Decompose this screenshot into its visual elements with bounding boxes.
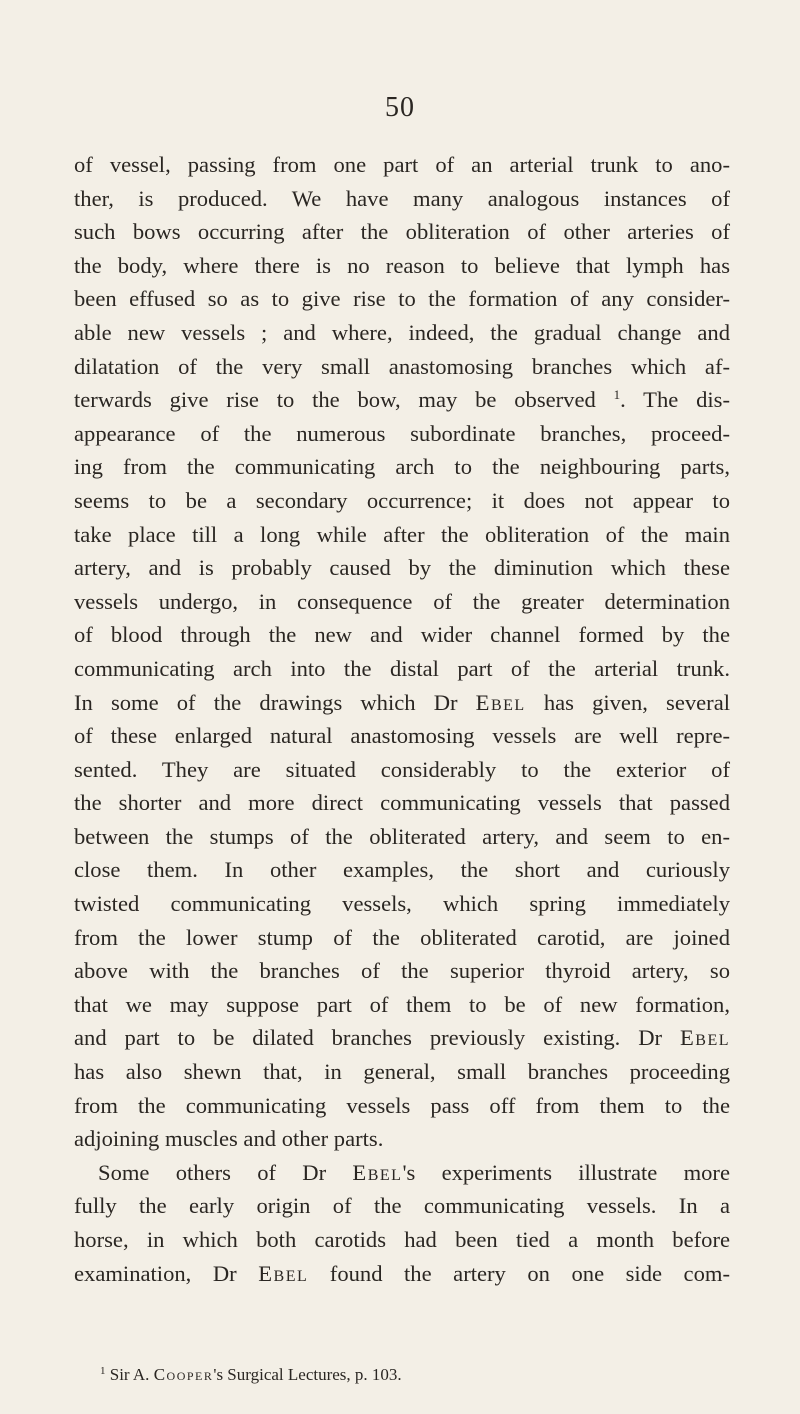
text-line xyxy=(74,1156,730,1190)
footnote-reference: 1 xyxy=(613,387,621,403)
text-line: from the communicating vessels pass off from them to the xyxy=(74,1092,730,1118)
text-line: twisted communicating vessels, which spring immediately xyxy=(74,891,730,917)
author-name: Ebel xyxy=(475,689,526,715)
text-segment: Some others of Dr xyxy=(98,1159,327,1185)
text-line: fully the early origin of the communicating vessels. In a xyxy=(74,1193,730,1219)
text-line: from the lower stump of the obliterated carotid, are joined xyxy=(74,924,730,950)
text-segment: found the artery on one side com- xyxy=(329,1260,730,1286)
text-segment: In some of the drawings which Dr xyxy=(74,689,458,715)
text-line: of vessel, passing from one part of an arterial trunk to ano- xyxy=(74,152,730,177)
text-line: the body, where there is no reason to believe that lymph has xyxy=(74,252,730,278)
text-line: of these enlarged natural anastomosing vessels are well repre- xyxy=(74,723,730,749)
text-segment: and part to be dilated branches previously existing. Dr xyxy=(74,1025,663,1051)
footnote-text: 's Surgical Lectures, p. 103. xyxy=(213,1365,402,1384)
text-line: ther, is produced. We have many analogous instances of xyxy=(74,185,730,211)
text-line: such bows occurring after the obliteration of other arteries of xyxy=(74,219,730,245)
text-line: ing from the communicating arch to the neighbouring parts, xyxy=(74,454,730,480)
text-segment: terwards give rise to the bow, may be observed xyxy=(74,387,596,413)
text-line xyxy=(74,686,730,720)
text-line xyxy=(74,1257,730,1291)
text-line: between the stumps of the obliterated artery, and seem to en- xyxy=(74,823,730,849)
text-line xyxy=(74,383,730,417)
text-line: been effused so as to give rise to the formation of any consider- xyxy=(74,286,730,312)
footnote-text: Sir A. xyxy=(109,1365,150,1384)
text-line: has also shewn that, in general, small branches proceeding xyxy=(74,1059,730,1085)
text-line: vessels undergo, in consequence of the greater determination xyxy=(74,588,730,614)
text-line: communicating arch into the distal part of the arterial trunk. xyxy=(74,655,730,681)
author-name: Ebel xyxy=(352,1159,403,1185)
text-line: able new vessels ; and where, indeed, the gradual change and xyxy=(74,319,730,345)
text-segment: examination, Dr xyxy=(74,1260,237,1286)
text-line: adjoining muscles and other parts. xyxy=(74,1126,384,1152)
text-line: take place till a long while after the obliteration of the main xyxy=(74,521,730,547)
text-line: seems to be a secondary occurrence; it does not appear to xyxy=(74,487,730,513)
text-segment: 's experiments illustrate more xyxy=(402,1159,730,1185)
text-line: that we may suppose part of them to be of new formation, xyxy=(74,991,730,1017)
text-segment: . The dis- xyxy=(620,387,730,413)
text-line: close them. In other examples, the short and curiously xyxy=(74,857,730,883)
text-line xyxy=(74,1021,730,1055)
text-line: the shorter and more direct communicating vessels that passed xyxy=(74,790,730,816)
text-line: artery, and is probably caused by the diminution which these xyxy=(74,555,730,581)
text-segment: has given, several xyxy=(543,689,731,715)
text-line: dilatation of the very small anastomosing branches which af- xyxy=(74,353,730,379)
body-text xyxy=(74,148,730,1290)
footnote-marker: 1 xyxy=(100,1365,106,1377)
author-name: Ebel xyxy=(258,1260,309,1286)
footnote-author: Cooper xyxy=(153,1365,214,1384)
author-name: Ebel xyxy=(679,1025,730,1051)
footnote xyxy=(100,1364,402,1386)
text-line: of blood through the new and wider channel formed by the xyxy=(74,622,730,648)
page-number: 50 xyxy=(385,92,415,123)
text-line: sented. They are situated considerably to the exterior of xyxy=(74,756,730,782)
text-line: above with the branches of the superior thyroid artery, so xyxy=(74,958,730,984)
text-line: horse, in which both carotids had been tied a month before xyxy=(74,1227,730,1252)
text-line: appearance of the numerous subordinate branches, proceed- xyxy=(74,420,730,446)
